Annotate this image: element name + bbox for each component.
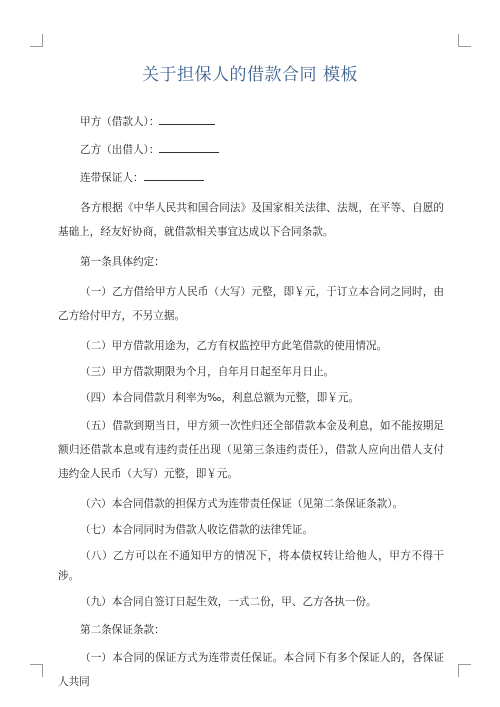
- preamble-paragraph: 各方根据《中华人民共和国合同法》及国家相关法律、法规，在平等、自愿的基础上，经友好协商，就借款相关事宜达成以下合同条款。: [58, 202, 444, 238]
- clause-4: （四）本合同借款月利率为‰，利息总额为元整，即￥元。: [80, 392, 360, 404]
- guarantor-label: 连带保证人：: [80, 172, 144, 184]
- clause-9: （九）本合同自签订日起生效，一式二份，甲、乙方各执一份。: [80, 596, 377, 608]
- clause-3: （三）甲方借款期限为个月，自年月日起至年月日止。: [80, 366, 335, 378]
- party-b-blank: [159, 141, 219, 153]
- guarantor-line: [58, 168, 444, 188]
- crop-mark-top-right: [458, 34, 471, 47]
- party-a-line: [58, 112, 444, 132]
- article-1-heading: 第一条具体约定：: [80, 256, 165, 268]
- article-2-heading: 第二条保证条款：: [80, 624, 165, 636]
- party-b-label: 乙方（出借人）：: [80, 144, 160, 156]
- guarantor-blank: [144, 169, 204, 181]
- clause-5: （五）借款到期当日，甲方须一次性归还全部借款本金及利息，如不能按期足额归还借款本息或有违约责任出现（见第三条违约责任），借款人应向出借人支付违约金人民币（大写）元整，即￥元。: [58, 420, 444, 480]
- crop-mark-bottom-left: [30, 664, 43, 677]
- crop-mark-bottom-right: [458, 664, 471, 677]
- clause-8: （八）乙方可以在不通知甲方的情况下，将本债权转让给他人，甲方不得干涉。: [58, 550, 444, 582]
- clause-7: （七）本合同同时为借款人收讫借款的法律凭证。: [80, 524, 314, 536]
- document-title: 关于担保人的借款合同 模板: [142, 65, 358, 85]
- clause-2: （二）甲方借款用途为，乙方有权监控甲方此笔借款的使用情况。: [80, 340, 388, 352]
- party-a-blank: [159, 113, 215, 125]
- document-body: [58, 112, 444, 694]
- article-2-clause-1: （一）本合同的保证方式为连带责任保证。本合同下有多个保证人的，各保证人共同: [58, 652, 444, 688]
- clause-1: （一）乙方借给甲方人民币（大写）元整，即￥元，于订立本合同之同时，由乙方给付甲方，不另立据。: [58, 286, 444, 322]
- clause-6: （六）本合同借款的担保方式为连带责任保证（见第二条保证条款）。: [80, 498, 404, 510]
- party-b-line: [58, 140, 444, 160]
- party-a-label: 甲方（借款人）：: [80, 116, 160, 128]
- crop-mark-top-left: [30, 34, 43, 47]
